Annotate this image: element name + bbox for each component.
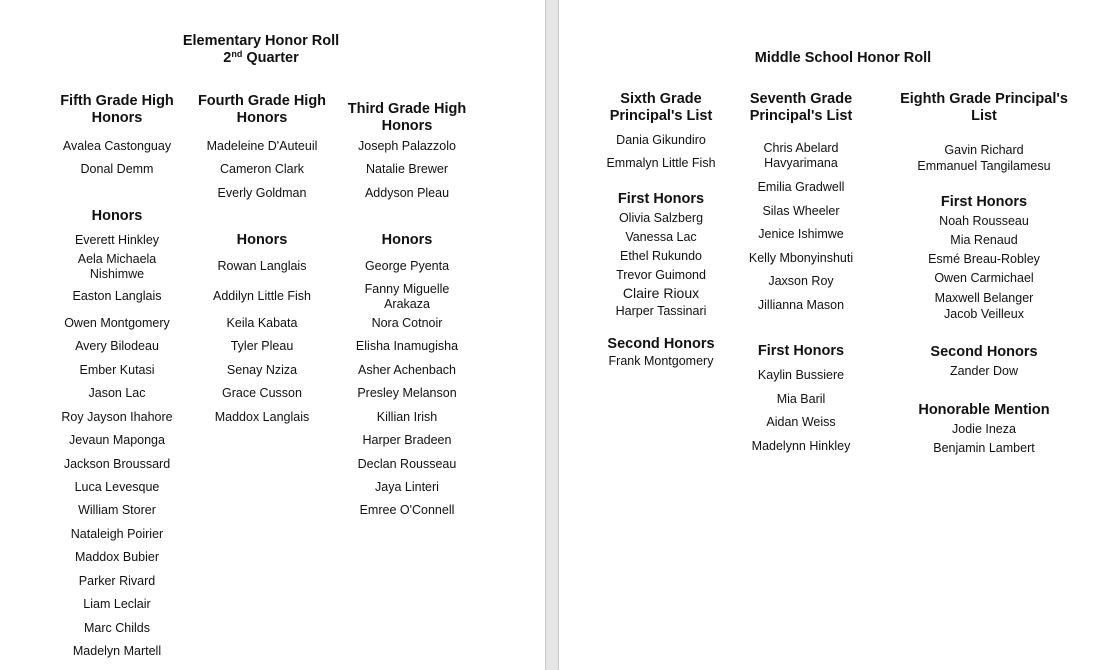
fourth-grade-honors-heading: Honors [236,232,288,248]
third-grade-honors-heading: Honors [381,232,433,248]
list-item: Aidan Weiss [766,415,836,429]
list-item: Elisha Inamugisha [355,339,459,353]
list-item: Mia Renaud [950,233,1018,247]
list-item: Jaxson Roy [768,274,834,288]
list-item: Declan Rousseau [357,457,457,471]
list-item: Emilia Gradwell [757,180,845,194]
list-item: Jillianna Mason [757,298,845,312]
list-item: Harper Bradeen [362,433,452,447]
list-item: Killian Irish [376,410,438,424]
fourth-grade-column [192,0,332,670]
fifth-grade-honors-heading: Honors [91,208,143,224]
list-item: George Pyenta [364,259,450,273]
list-item: Liam Leclair [83,597,151,611]
list-item: Harper Tassinari [615,304,707,318]
list-item: Vanessa Lac [625,230,697,244]
list-item: Everly Goldman [217,186,307,200]
sixth-grade-column [601,0,721,670]
list-item: Maddox Langlais [214,410,310,424]
list-item: Owen Montgomery [64,316,170,330]
sixth-grade-principals-list-heading: Sixth Grade Principal's List [609,91,713,124]
sixth-grade-first-honors-heading: First Honors [617,191,705,207]
list-item: Nora Cotnoir [371,316,443,330]
list-item: Esmé Breau-Robley [928,252,1040,266]
sixth-grade-second-honors-heading: Second Honors [607,336,715,352]
seventh-grade-column [741,0,861,670]
list-item: Rowan Langlais [217,259,307,273]
list-item: Zander Dow [949,364,1019,378]
list-item: Emmalyn Little Fish [606,156,716,170]
list-item: Jacob Veilleux [944,307,1024,321]
list-item: Trevor Guimond [616,268,706,282]
list-item: Owen Carmichael [934,271,1034,285]
eighth-grade-principals-list-heading: Eighth Grade Principal's List [900,91,1068,124]
list-item: Addilyn Little Fish [213,289,311,303]
list-item: Dania Gikundiro [616,133,706,147]
list-item: Silas Wheeler [762,204,840,218]
list-item: Presley Melanson [357,386,457,400]
list-item: Joseph Palazzolo [358,139,456,153]
elementary-title-line1: Elementary Honor Roll [182,33,340,49]
list-item: Avalea Castonguay [62,139,172,153]
seventh-grade-principals-list-heading: Seventh Grade Principal's List [749,91,853,124]
list-item: Kelly Mbonyinshuti [748,251,854,265]
list-item: Donal Demm [80,162,154,176]
list-item: Mia Baril [776,392,826,406]
list-item: Benjamin Lambert [933,441,1035,455]
list-item: Luca Levesque [74,480,160,494]
list-item: Asher Achenbach [358,363,456,377]
list-item: Jevaun Maponga [69,433,165,447]
list-item: Jaya Linteri [375,480,439,494]
elementary-page [0,0,545,670]
third-grade-column [337,0,477,670]
list-item: Maxwell Belanger [934,291,1034,305]
quarter-number: 2 [223,50,232,66]
list-item: Tyler Pleau [230,339,294,353]
list-item: Grace Cusson [222,386,302,400]
fourth-grade-high-honors-heading: Fourth Grade High Honors [197,93,327,126]
list-item: Claire Rioux [622,285,700,301]
list-item: Everett Hinkley [74,233,160,247]
list-item: Ember Kutasi [79,363,155,377]
list-item: Noah Rousseau [939,214,1029,228]
list-item: Nataleigh Poirier [70,527,164,541]
eighth-grade-first-honors-heading: First Honors [940,194,1028,210]
list-item: Roy Jayson Ihahore [61,410,173,424]
list-item: Chris Abelard Havyarimana [763,141,839,170]
list-item: Madelyn Martell [72,644,162,658]
list-item: Natalie Brewer [366,162,448,176]
list-item: Gavin Richard [944,143,1024,157]
list-item: Parker Rivard [78,574,156,588]
list-item: Olivia Salzberg [618,211,704,225]
list-item: Senay Nziza [226,363,298,377]
quarter-suffix: nd [231,49,243,59]
list-item: Madeleine D'Auteuil [206,139,318,153]
fifth-grade-column [47,0,187,670]
middle-school-page [559,0,1103,670]
eighth-grade-column [893,0,1075,670]
list-item: Kaylin Bussiere [757,368,845,382]
list-item: Frank Montgomery [608,354,714,368]
fifth-grade-high-honors-heading: Fifth Grade High Honors [60,93,174,126]
list-item: Cameron Clark [219,162,305,176]
list-item: Keila Kabata [226,316,298,330]
list-item: Easton Langlais [72,289,162,303]
list-item: Addyson Pleau [364,186,450,200]
list-item: Emree O'Connell [359,503,455,517]
list-item: Marc Childs [84,621,150,635]
seventh-grade-first-honors-heading: First Honors [757,343,845,359]
third-grade-high-honors-heading: Third Grade High Honors [347,101,467,134]
list-item: Fanny Miguelle Arakaza [364,282,450,311]
list-item: Jenice Ishimwe [758,227,844,241]
list-item: Madelynn Hinkley [751,439,851,453]
middle-school-title: Middle School Honor Roll [754,50,932,66]
eighth-grade-honorable-mention-heading: Honorable Mention [918,402,1050,418]
eighth-grade-second-honors-heading: Second Honors [930,344,1038,360]
list-item: Maddox Bubier [74,550,160,564]
list-item: William Storer [78,503,156,517]
list-item: Aela Michaela Nishimwe [77,252,157,281]
quarter-label: Quarter [242,50,299,66]
page-gutter [545,0,559,670]
list-item: Jodie Ineza [952,422,1016,436]
list-item: Jason Lac [88,386,146,400]
list-item: Ethel Rukundo [619,249,702,263]
list-item: Jackson Broussard [63,457,171,471]
list-item: Avery Bilodeau [75,339,159,353]
list-item: Emmanuel Tangilamesu [917,159,1051,173]
